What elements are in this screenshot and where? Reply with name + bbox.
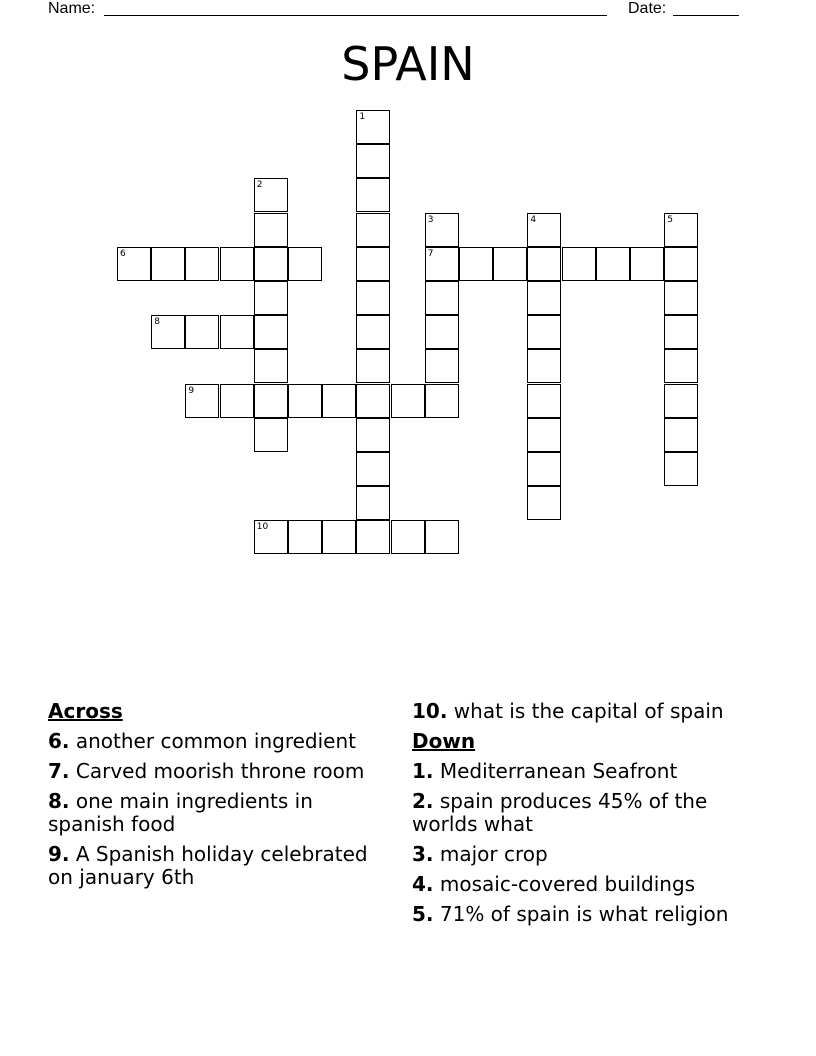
grid-cell[interactable] [288, 384, 322, 418]
across-clue-10 [412, 700, 772, 723]
grid-cell[interactable] [356, 384, 390, 418]
clue-number: 9. [48, 842, 70, 866]
grid-cell[interactable] [664, 247, 698, 281]
grid-cell[interactable] [664, 452, 698, 486]
grid-cell[interactable] [425, 281, 459, 315]
grid-cell[interactable] [425, 384, 459, 418]
grid-cell[interactable] [527, 247, 561, 281]
grid-cell[interactable] [254, 418, 288, 452]
grid-cell[interactable] [220, 315, 254, 349]
grid-cell[interactable] [527, 315, 561, 349]
clue-text: one main ingredients in spanish food [48, 789, 313, 836]
grid-cell[interactable] [391, 520, 425, 554]
across-clue-8 [48, 790, 368, 836]
grid-cell[interactable] [425, 520, 459, 554]
clue-text: what is the capital of spain [453, 699, 724, 723]
clue-number: 10. [412, 699, 448, 723]
grid-cell[interactable] [664, 418, 698, 452]
grid-cell[interactable] [664, 281, 698, 315]
grid-cell[interactable] [151, 247, 185, 281]
grid-cell[interactable] [220, 247, 254, 281]
grid-cell[interactable] [493, 247, 527, 281]
clue-text: Mediterranean Seafront [439, 759, 678, 783]
grid-cell[interactable] [527, 384, 561, 418]
clue-text: A Spanish holiday celebrated on january 6th [48, 842, 368, 889]
clue-number: 3. [412, 842, 434, 866]
across-clue-9 [48, 843, 368, 889]
grid-cell[interactable] [356, 349, 390, 383]
grid-cell[interactable] [220, 384, 254, 418]
grid-cell[interactable] [425, 247, 459, 281]
across-clue-6 [48, 730, 368, 753]
grid-cell[interactable] [664, 213, 698, 247]
grid-cell[interactable] [185, 315, 219, 349]
grid-cell[interactable] [356, 110, 390, 144]
grid-cell[interactable] [527, 486, 561, 520]
clue-text: another common ingredient [75, 729, 357, 753]
grid-cell[interactable] [185, 247, 219, 281]
clue-number: 4. [412, 872, 434, 896]
grid-cell[interactable] [185, 384, 219, 418]
grid-cell[interactable] [664, 384, 698, 418]
grid-cell[interactable] [527, 349, 561, 383]
down-clue-1 [412, 760, 772, 783]
grid-cell[interactable] [117, 247, 151, 281]
grid-cell[interactable] [356, 281, 390, 315]
cell-number: 5 [667, 214, 673, 225]
across-heading: Across [48, 699, 123, 723]
grid-cell[interactable] [254, 281, 288, 315]
grid-cell[interactable] [356, 247, 390, 281]
grid-cell[interactable] [356, 213, 390, 247]
cell-number: 2 [256, 180, 263, 191]
grid-cell[interactable] [254, 213, 288, 247]
down-clue-5 [412, 903, 772, 926]
date-label: Date: [628, 0, 667, 17]
grid-cell[interactable] [425, 315, 459, 349]
cell-number: 9 [188, 385, 195, 396]
grid-cell[interactable] [425, 213, 459, 247]
grid-cell[interactable] [254, 178, 288, 212]
grid-cell[interactable] [288, 247, 322, 281]
grid-cell[interactable] [630, 247, 664, 281]
clue-number: 1. [412, 759, 434, 783]
grid-cell[interactable] [288, 520, 322, 554]
clue-number: 6. [48, 729, 70, 753]
grid-cell[interactable] [254, 520, 288, 554]
grid-cell[interactable] [664, 349, 698, 383]
clue-number: 7. [48, 759, 70, 783]
clue-number: 8. [48, 789, 70, 813]
grid-cell[interactable] [527, 452, 561, 486]
grid-cell[interactable] [322, 384, 356, 418]
page-title: SPAIN [341, 37, 475, 91]
grid-cell[interactable] [527, 281, 561, 315]
clue-text: major crop [439, 842, 548, 866]
down-clue-4 [412, 873, 772, 896]
down-clue-2 [412, 790, 772, 836]
grid-cell[interactable] [527, 213, 561, 247]
cell-number: 6 [120, 248, 126, 259]
cell-number: 8 [154, 317, 160, 328]
grid-cell[interactable] [425, 349, 459, 383]
down-heading: Down [412, 729, 476, 753]
grid-cell[interactable] [664, 315, 698, 349]
cell-number: 4 [530, 214, 537, 225]
clues-column-left [48, 700, 368, 896]
cell-number: 1 [359, 112, 366, 122]
grid-cell[interactable] [596, 247, 630, 281]
grid-cell[interactable] [254, 247, 288, 281]
name-label: Name: [48, 0, 96, 17]
cell-number: 10 [256, 522, 269, 533]
grid-cell[interactable] [254, 315, 288, 349]
grid-cell[interactable] [151, 315, 185, 349]
grid-cell[interactable] [254, 349, 288, 383]
clue-number: 2. [412, 789, 434, 813]
down-clue-3 [412, 843, 772, 866]
grid-cell[interactable] [356, 418, 390, 452]
grid-cell[interactable] [356, 520, 390, 554]
grid-cell[interactable] [356, 144, 390, 178]
grid-cell[interactable] [356, 452, 390, 486]
clue-text: Carved moorish throne room [75, 759, 365, 783]
grid-cell[interactable] [356, 486, 390, 520]
grid-cell[interactable] [459, 247, 493, 281]
cell-number: 3 [427, 214, 434, 225]
clue-text: spain produces 45% of the worlds what [412, 789, 708, 836]
clue-number: 5. [412, 902, 434, 926]
cell-number: 7 [427, 248, 434, 259]
grid-cell[interactable] [391, 384, 425, 418]
grid-cell[interactable] [322, 520, 356, 554]
grid-cell[interactable] [356, 315, 390, 349]
clues-column-right [412, 700, 772, 933]
grid-cell[interactable] [356, 178, 390, 212]
clue-text: 71% of spain is what religion [439, 902, 729, 926]
clue-text: mosaic-covered buildings [439, 872, 696, 896]
grid-cell[interactable] [254, 384, 288, 418]
across-clue-7 [48, 760, 368, 783]
grid-cell[interactable] [562, 247, 596, 281]
grid-cell[interactable] [527, 418, 561, 452]
